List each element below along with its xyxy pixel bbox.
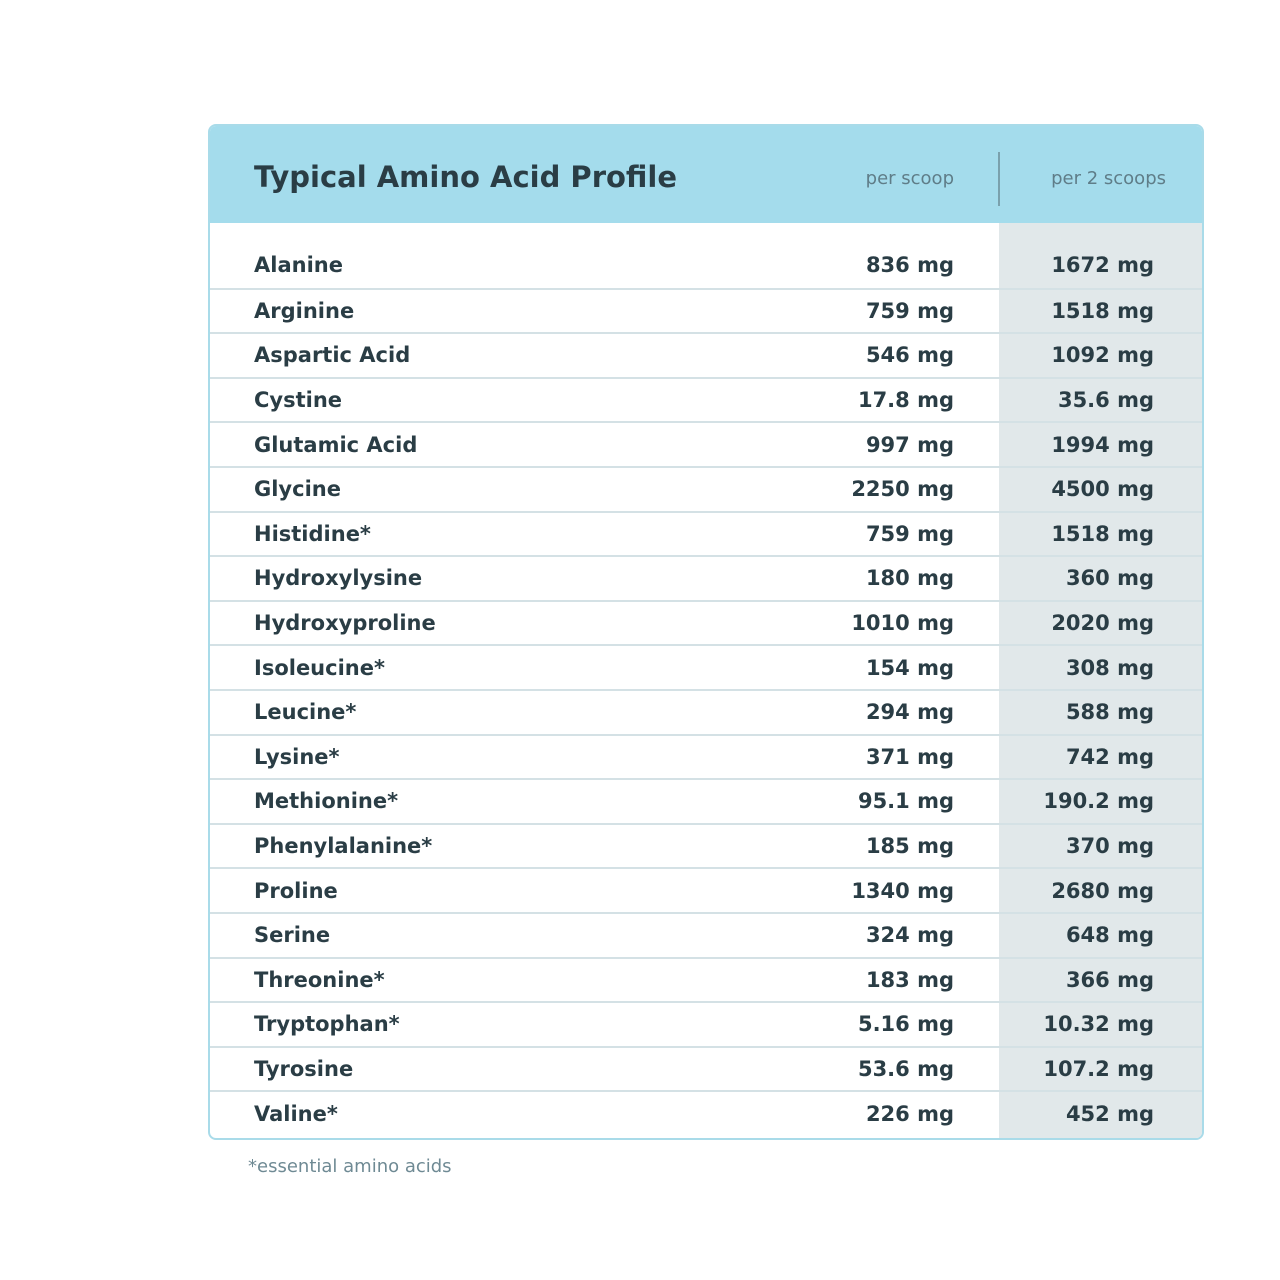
per-scoop-value: 324 mg [865, 923, 954, 948]
per-scoop-value: 180 mg [865, 566, 954, 591]
per-scoop-value: 371 mg [865, 744, 954, 769]
table-row [210, 511, 1202, 556]
per-scoop-value: 185 mg [865, 834, 954, 859]
per-scoop-value: 17.8 mg [857, 388, 954, 413]
per-2-scoops-value: 452 mg [1065, 1101, 1154, 1126]
table-row [210, 912, 1202, 957]
amino-acid-name: Glutamic Acid [254, 432, 418, 457]
per-scoop-value: 294 mg [865, 700, 954, 725]
per-scoop-value: 759 mg [865, 298, 954, 323]
amino-acid-name: Leucine* [254, 700, 357, 725]
table-body [210, 243, 1202, 1135]
per-2-scoops-value: 107.2 mg [1043, 1056, 1154, 1081]
amino-acid-name: Tyrosine [254, 1056, 354, 1081]
amino-acid-name: Proline [254, 878, 338, 903]
table-row [210, 600, 1202, 645]
per-2-scoops-value: 35.6 mg [1057, 388, 1154, 413]
per-scoop-value: 154 mg [865, 655, 954, 680]
header-divider [998, 152, 1000, 206]
table-header [210, 126, 1202, 223]
per-scoop-value: 53.6 mg [857, 1056, 954, 1081]
table-row [210, 288, 1202, 333]
per-scoop-value: 997 mg [865, 432, 954, 457]
table-row [210, 734, 1202, 779]
per-2-scoops-value: 1672 mg [1051, 253, 1154, 278]
amino-acid-name: Cystine [254, 388, 343, 413]
per-2-scoops-value: 1518 mg [1051, 298, 1154, 323]
amino-acid-name: Arginine [254, 298, 355, 323]
per-scoop-value: 1010 mg [851, 611, 954, 636]
per-scoop-value: 95.1 mg [857, 789, 954, 814]
table-row [210, 644, 1202, 689]
amino-acid-name: Hydroxylysine [254, 566, 423, 591]
table-row [210, 466, 1202, 511]
per-2-scoops-value: 1518 mg [1051, 521, 1154, 546]
per-scoop-value: 836 mg [865, 253, 954, 278]
table-row [210, 421, 1202, 466]
amino-acid-name: Threonine* [254, 967, 385, 992]
amino-acid-name: Isoleucine* [254, 655, 385, 680]
per-2-scoops-value: 2020 mg [1051, 611, 1154, 636]
amino-acid-name: Methionine* [254, 789, 399, 814]
column-header-per-scoop: per scoop [865, 168, 954, 189]
per-2-scoops-value: 360 mg [1065, 566, 1154, 591]
per-2-scoops-value: 366 mg [1065, 967, 1154, 992]
amino-acid-name: Phenylalanine* [254, 834, 433, 859]
amino-acid-name: Valine* [254, 1101, 338, 1126]
table-title: Typical Amino Acid Profile [254, 160, 678, 194]
table-row [210, 957, 1202, 1002]
per-scoop-value: 226 mg [865, 1101, 954, 1126]
per-scoop-value: 2250 mg [851, 477, 954, 502]
per-scoop-value: 546 mg [865, 343, 954, 368]
per-2-scoops-value: 588 mg [1065, 700, 1154, 725]
amino-acid-name: Aspartic Acid [254, 343, 411, 368]
amino-acid-name: Glycine [254, 477, 341, 502]
table-row [210, 243, 1202, 288]
table-row [210, 332, 1202, 377]
per-2-scoops-value: 10.32 mg [1043, 1012, 1154, 1037]
table-row [210, 689, 1202, 734]
per-2-scoops-value: 1994 mg [1051, 432, 1154, 457]
per-2-scoops-value: 2680 mg [1051, 878, 1154, 903]
table-row [210, 1001, 1202, 1046]
table-row [210, 778, 1202, 823]
table-row [210, 867, 1202, 912]
per-scoop-value: 183 mg [865, 967, 954, 992]
per-scoop-value: 5.16 mg [857, 1012, 954, 1037]
amino-acid-name: Hydroxyproline [254, 611, 436, 636]
amino-acid-name: Histidine* [254, 521, 371, 546]
per-2-scoops-value: 308 mg [1065, 655, 1154, 680]
amino-acid-name: Tryptophan* [254, 1012, 400, 1037]
table-row [210, 1046, 1202, 1091]
per-scoop-value: 759 mg [865, 521, 954, 546]
per-2-scoops-value: 742 mg [1065, 744, 1154, 769]
table-row [210, 823, 1202, 868]
amino-acid-name: Lysine* [254, 744, 340, 769]
per-2-scoops-value: 370 mg [1065, 834, 1154, 859]
per-scoop-value: 1340 mg [851, 878, 954, 903]
table-row [210, 555, 1202, 600]
amino-acid-table [208, 124, 1204, 1140]
per-2-scoops-value: 1092 mg [1051, 343, 1154, 368]
per-2-scoops-value: 648 mg [1065, 923, 1154, 948]
table-row [210, 377, 1202, 422]
column-header-per-2-scoops: per 2 scoops [1051, 168, 1166, 189]
per-2-scoops-value: 4500 mg [1051, 477, 1154, 502]
amino-acid-name: Serine [254, 923, 331, 948]
per-2-scoops-value: 190.2 mg [1043, 789, 1154, 814]
footnote: *essential amino acids [248, 1156, 452, 1177]
table-row [210, 1090, 1202, 1135]
amino-acid-name: Alanine [254, 253, 343, 278]
